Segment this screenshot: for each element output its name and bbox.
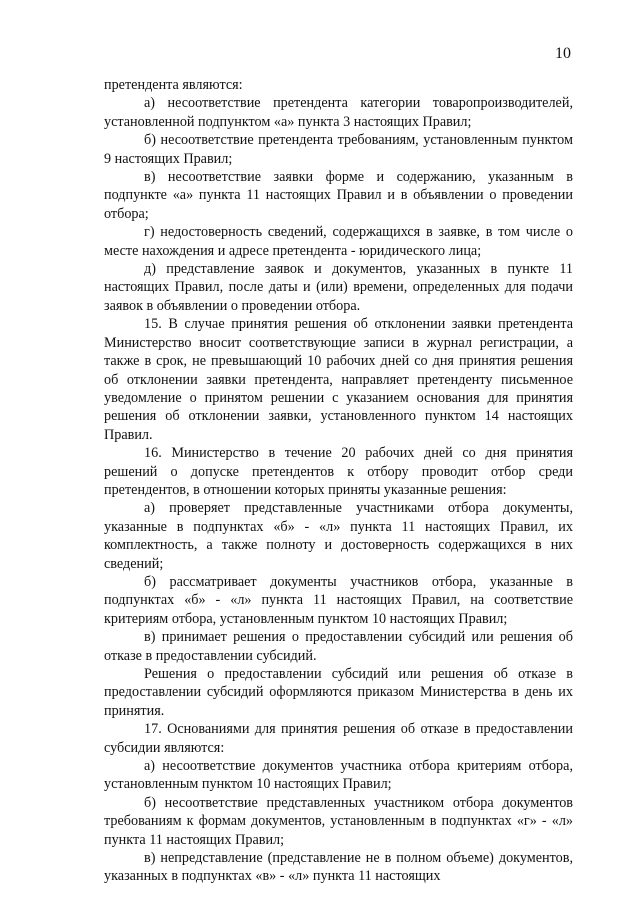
paragraph-16v: в) принимает решения о предоставлении субсидий или решения об отказе в предоставлении субсидий. [104, 629, 573, 664]
paragraph-16: 16. Министерство в течение 20 рабочих дней со дня принятия решений о допуске претендентов к отбору проводит отбор среди претендентов, в отношении которых приняты указанные решения: [104, 445, 573, 498]
paragraph-17v: в) непредставление (представление не в полном объеме) документов, указанных в подпунктах «в» - «л» пункта 11 настоящих [104, 850, 573, 885]
paragraph-16b: б) рассматривает документы участников отбора, указанные в подпунктах «б» - «л» пункта 11 настоящих Правил, на соответствие критериям отбора, установленным пунктом 10 настоящих Правил; [104, 573, 573, 627]
paragraph-14g: г) недостоверность сведений, содержащихся в заявке, в том числе о месте нахождения и адресе претендента - юридического лица; [104, 224, 573, 259]
paragraph-14b: б) несоответствие претендента требованиям, установленным пунктом 9 настоящих Правил; [104, 132, 573, 167]
paragraph-17: 17. Основаниями для принятия решения об отказе в предоставлении субсидии являются: [104, 721, 573, 756]
paragraph-continuation: претендента являются: [104, 77, 243, 93]
paragraph-15: 15. В случае принятия решения об отклонении заявки претендента Министерство вносит соответствующие записи в журнал регистрации, а также в срок, не превышающий 10 рабочих дней со дня принятия решения об отклонении заявки претендента, направляет претенденту письменное уведомление о принятом решении с указанием основания для принятия решения об отклонении заявки, установленного пунктом 14 настоящих Правил. [104, 316, 573, 443]
paragraph-14v: в) несоответствие заявки форме и содержанию, указанным в подпункте «а» пункта 11 настоящих Правил и в объявлении о проведении отбора; [104, 169, 573, 222]
paragraph-14a: а) несоответствие претендента категории товаропроизводителей, установленной подпунктом «а» пункта 3 настоящих Правил; [104, 95, 573, 130]
document-body [104, 76, 573, 886]
paragraph-17b: б) несоответствие представленных участником отбора документов требованиям к формам документов, установленным в подпунктах «г» - «л» пункта 11 настоящих Правил; [104, 794, 573, 848]
page-number: 10 [555, 45, 571, 62]
paragraph-17a: а) несоответствие документов участника отбора критериям отбора, установленным пунктом 10 настоящих Правил; [104, 758, 573, 793]
paragraph-14d: д) представление заявок и документов, указанных в пункте 11 настоящих Правил, после даты и (или) времени, определенных для подачи заявок в объявлении о проведении отбора. [104, 261, 573, 314]
paragraph-16-decisions: Решения о предоставлении субсидий или решения об отказе в предоставлении субсидий оформляются приказом Министерства в день их принятия. [104, 666, 573, 719]
paragraph-16a: а) проверяет представленные участниками отбора документы, указанные в подпунктах «б» - «л» пункта 11 настоящих Правил, их комплектность, а также полноту и достоверность содержащихся в них сведений; [104, 500, 573, 572]
